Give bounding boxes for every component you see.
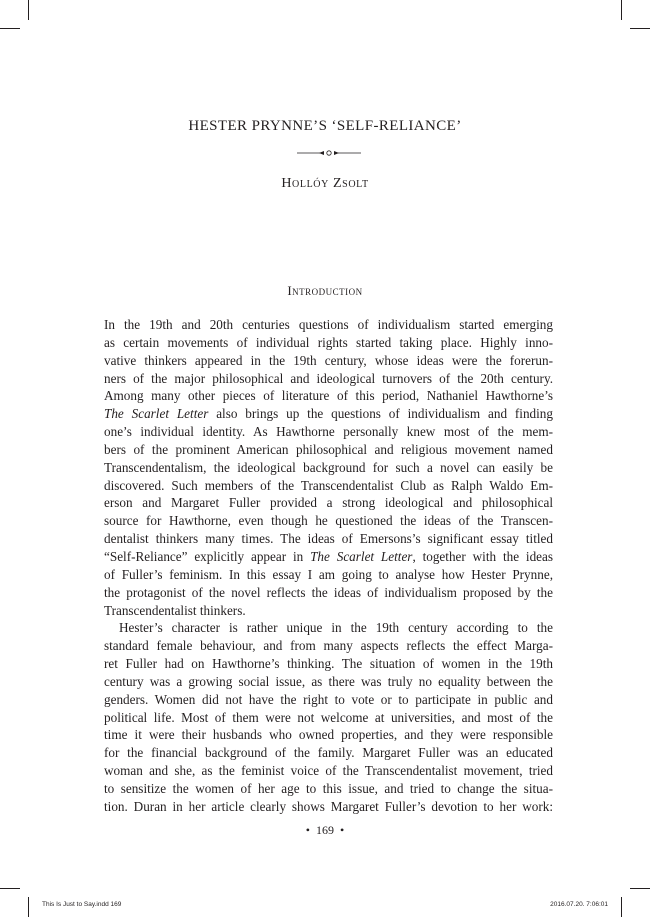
text-line: century was a growing social issue, as there was truly no equality between the [104,673,553,689]
text-line: of Fuller’s feminism. In this essay I am going to analyse how Hester Prynne, [104,566,553,582]
text-line: as certain movements of individual rights started taking place. Highly inno- [104,334,553,350]
text-line: Hester’s character is rather unique in the 19th century according to the [119,620,553,636]
text-line: vative thinkers appeared in the 19th century, whose ideas were the forerun- [104,352,553,368]
body-text [104,316,553,816]
page-number [0,823,650,838]
slug-timestamp: 2016.07.20. 7:06:01 [550,901,608,908]
ornament-divider [297,148,361,158]
bullet-icon: • [340,823,345,837]
text-line: discovered. Such members of the Transcendentalist Club as Ralph Waldo Em- [104,477,553,493]
text-line: dentalist thinkers many times. The ideas of Emersons’s significant essay titled [104,531,553,547]
text-line: woman and she, as the feminist voice of the Transcendentalist movement, tried [104,763,553,779]
text-line: source for Hawthorne, even though he questioned the ideas of the Transcen- [104,513,553,529]
paragraph-2 [104,619,553,815]
crop-mark [0,28,20,29]
section-heading: Introduction [287,283,363,298]
paragraph-1 [104,316,553,619]
text-line: to sensitize the women of her age to this issue, and tried to change the situa- [104,780,553,796]
text-line: tion. Duran in her article clearly shows Margaret Fuller’s devotion to her work: [104,798,553,814]
crop-mark [28,0,29,20]
text-line: erson and Margaret Fuller provided a strong ideological and philosophical [104,495,553,511]
text-line: “Self-Reliance” explicitly appear in The Scarlet Letter, together with the ideas [104,548,553,564]
text-line: standard female behaviour, and from many aspects reflects the effect Marga- [104,638,553,654]
text-line: The Scarlet Letter also brings up the questions of individualism and finding [104,406,553,422]
text-line: one’s individual identity. As Hawthorne personally knew most of the mem- [104,424,553,440]
text-line: Transcendentalism, the ideological background for such a novel can easily be [104,459,553,475]
page-number-value: 169 [316,823,334,837]
crop-mark [630,888,650,889]
crop-mark [621,897,622,917]
crop-mark [0,888,20,889]
article-title: HESTER PRYNNE’S ‘SELF-RELIANCE’ [188,118,462,134]
text-line: Among many other pieces of literature of this period, Nathaniel Hawthorne’s [104,388,553,404]
text-line: ret Fuller had on Hawthorne’s thinking. The situation of women in the 19th [104,656,553,672]
slug-filename: This Is Just to Say.indd 169 [42,901,122,908]
text-line: In the 19th and 20th centuries questions of individualism started emerging [104,317,553,332]
text-line: time it were their husbands who owned properties, and they were responsible [104,727,553,743]
bullet-icon: • [305,823,310,837]
text-line: bers of the prominent American philosophical and religious movement named [104,441,553,457]
author-name: Hollóy Zsolt [281,176,369,191]
text-line: for the financial background of the family. Margaret Fuller was an educated [104,745,553,761]
text-line: Transcendentalist thinkers. [104,602,246,618]
crop-mark [630,28,650,29]
text-line: ners of the major philosophical and ideological turnovers of the 20th century. [104,370,553,386]
text-line: political life. Most of them were not welcome at universities, and most of the [104,709,553,725]
text-line: genders. Women did not have the right to vote or to participate in public and [104,691,553,707]
crop-mark [621,0,622,20]
crop-mark [28,897,29,917]
text-line: the protagonist of the novel reflects the ideas of individualism proposed by the [104,584,553,600]
